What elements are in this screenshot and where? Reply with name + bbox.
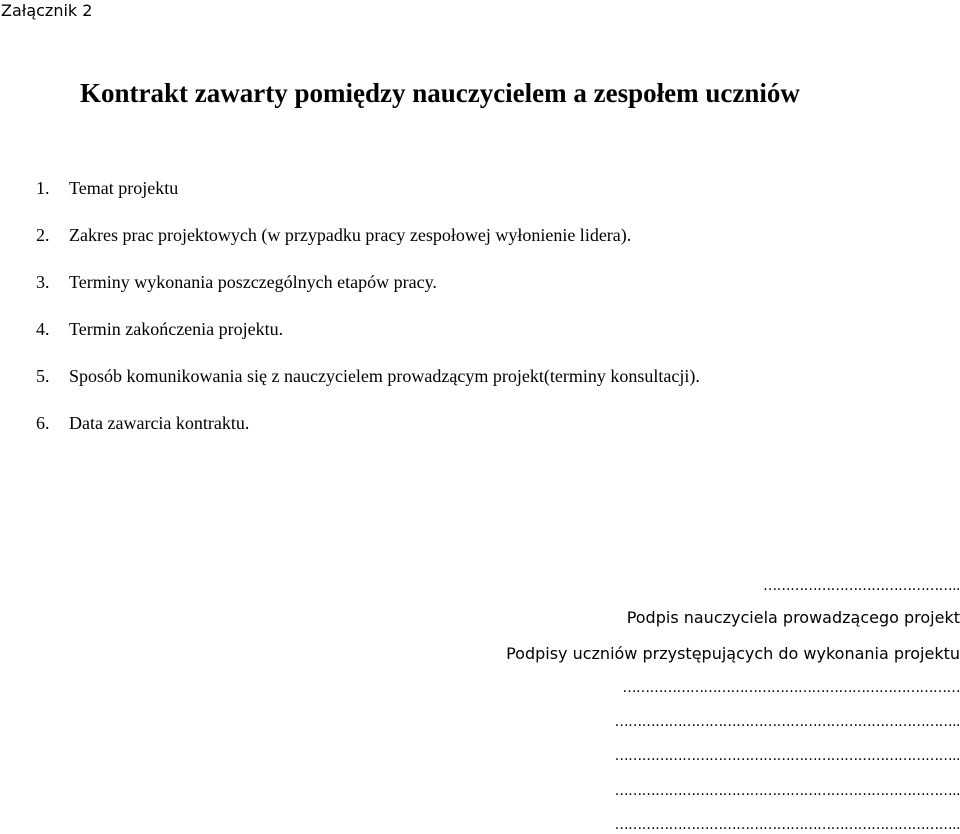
item-text: Data zawarcia kontraktu. [69,413,250,433]
teacher-signature-label: Podpis nauczyciela prowadzącego projekt [626,608,960,627]
teacher-signature-line: …………………………………….. [763,578,960,594]
item-number: 6. [36,413,50,433]
students-signature-label: Podpisy uczniów przystępujących do wykonania projektu [506,644,960,663]
list-item [36,176,700,223]
item-text: Sposób komunikowania się z nauczycielem prowadzącym projekt(terminy konsultacji). [69,366,700,386]
student-signature-line-3: ………………………………………………………………….. [614,748,960,764]
list-item [36,411,700,458]
list-item [36,364,700,411]
item-number: 5. [36,366,50,386]
item-number: 4. [36,319,50,339]
student-signature-line-2: ………………………………………………………………….. [614,714,960,730]
list-item [36,223,700,270]
item-text: Temat projektu [69,178,179,198]
item-text: Zakres prac projektowych (w przypadku pracy zespołowej wyłonienie lidera). [69,225,632,245]
item-number: 3. [36,272,50,292]
student-signature-line-1: ………………………………………………………………… [622,680,960,696]
contract-items-list [36,176,700,458]
list-item [36,317,700,364]
item-text: Termin zakończenia projektu. [69,319,284,339]
document-title: Kontrakt zawarty pomiędzy nauczycielem a zespołem uczniów [80,78,800,108]
item-number: 2. [36,225,50,245]
item-text: Terminy wykonania poszczególnych etapów pracy. [69,272,437,292]
annex-label: Załącznik 2 [1,1,93,20]
student-signature-line-5: ………………………………………………………………….. [614,817,960,833]
item-number: 1. [36,178,50,198]
list-item [36,270,700,317]
student-signature-line-4: ………………………………………………………………….. [614,783,960,799]
